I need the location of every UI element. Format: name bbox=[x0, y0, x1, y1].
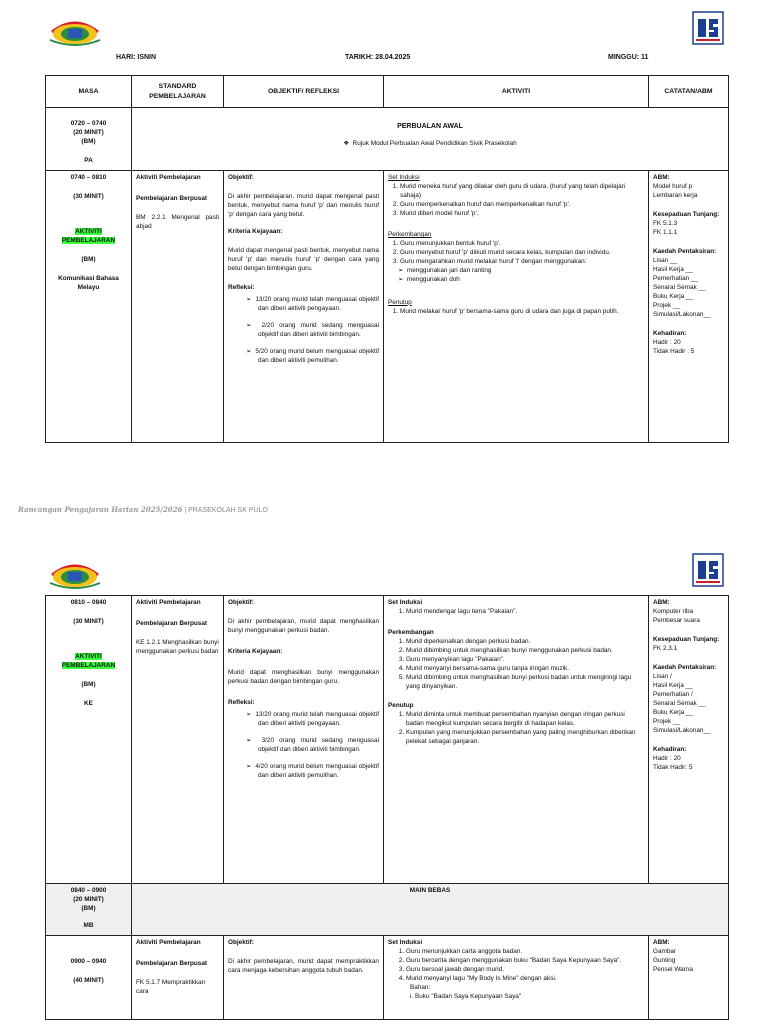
masa-cell bbox=[46, 171, 132, 443]
abm-item: Lembaran kerja bbox=[653, 191, 698, 199]
diamond-bullet-icon: ❖ bbox=[343, 139, 350, 147]
kehadiran-label: Kehadiran: bbox=[653, 745, 687, 753]
refleksi-text: 13/20 orang murid telah menguasai objektif dan diberi aktiviti pengayaan. bbox=[255, 710, 379, 727]
perbualan-awal-title: PERBUALAN AWAL bbox=[397, 123, 463, 130]
kriteria-label: Kriteria Kejayaan: bbox=[228, 227, 283, 235]
sp-title: Aktiviti Pembelajaran bbox=[136, 939, 201, 946]
sp-standard: FK 5.1.7 Mempraktikkan cara bbox=[136, 978, 206, 995]
abm-label: ABM: bbox=[653, 939, 670, 946]
sub-text: menggunakan doh bbox=[406, 275, 460, 283]
refleksi-text: 5/20 orang murid belum menguasai objektif dan diberi aktiviti pemulihan. bbox=[255, 347, 379, 364]
masa-language: (BM) bbox=[81, 255, 96, 263]
refleksi-item bbox=[228, 763, 379, 781]
refleksi-item bbox=[228, 322, 379, 340]
objektif-text: Di akhir pembelajaran, murid dapat menghasilkan bunyi menggunakan perkusi badan. bbox=[228, 617, 379, 634]
lesson-plan-table-page1 bbox=[45, 75, 729, 443]
refleksi-item bbox=[228, 737, 379, 755]
refleksi-text: 4/20 orang murid belum menguasai objektif dan diberi aktiviti pemulihan. bbox=[255, 762, 379, 779]
list-item: 3. Guru menyanyikan lagu "Pakaian". bbox=[406, 656, 644, 665]
masa-cell bbox=[46, 884, 132, 936]
refleksi-label: Refleksi: bbox=[228, 698, 255, 706]
masa-duration: (40 MINIT) bbox=[73, 976, 104, 984]
arrow-bullet-icon: ➢ bbox=[246, 762, 252, 770]
masa-time: 0840 – 0900 bbox=[70, 887, 107, 894]
arrow-bullet-icon: ➢ bbox=[398, 266, 404, 274]
kaedah-item: Hasil Kerja __ bbox=[653, 265, 693, 273]
table-row bbox=[46, 108, 729, 171]
kaedah-item: Lisan / bbox=[653, 672, 672, 680]
ministry-logo bbox=[692, 11, 724, 45]
masa-duration: (20 MINIT) bbox=[73, 128, 104, 136]
masa-code: PA bbox=[84, 156, 93, 164]
header-catatan: CATATAN/ABM bbox=[649, 76, 729, 108]
sub-item bbox=[388, 267, 644, 276]
kaedah-label: Kaedah Pentaksiran: bbox=[653, 663, 717, 671]
kaedah-item: Senarai Semak __ bbox=[653, 699, 706, 707]
perkembangan-list bbox=[388, 638, 644, 692]
masa-duration: (20 MINIT) bbox=[73, 895, 104, 903]
arrow-bullet-icon: ➢ bbox=[398, 275, 404, 283]
set-induksi-label: Set Induksi bbox=[388, 939, 423, 946]
kehadiran-item: Hadir : 20 bbox=[653, 338, 681, 346]
lesson-plan-table-page2 bbox=[45, 595, 729, 1020]
standard-cell bbox=[132, 171, 224, 443]
masa-code: KE bbox=[84, 699, 93, 707]
school-crest-logo bbox=[46, 10, 104, 48]
refleksi-text: 2/20 orang murid sedang menguasai objektif dan diberi aktiviti bimbingan. bbox=[258, 321, 379, 338]
masa-language: (BM) bbox=[81, 904, 96, 912]
arrow-bullet-icon: ➢ bbox=[246, 736, 252, 744]
page-footer bbox=[18, 505, 268, 514]
footer-title: Rancangan Pengajaran Harian 2025/2026 bbox=[18, 505, 183, 514]
kaedah-item: Buku Kerja __ bbox=[653, 708, 694, 716]
sp-standard: BM 2.2.1 Mengenal pasti abjad bbox=[136, 213, 219, 230]
table-row bbox=[46, 171, 729, 443]
kaedah-item: Simulasi/Lakonan__ bbox=[653, 726, 711, 734]
header-objektif: OBJEKTIF/ REFLEKSI bbox=[224, 76, 384, 108]
aktiviti-cell bbox=[384, 596, 649, 884]
kesepaduan-item: FK 1.1.1 bbox=[653, 228, 678, 236]
masa-duration: (30 MINIT) bbox=[73, 192, 104, 200]
arrow-bullet-icon: ➢ bbox=[246, 347, 252, 355]
objektif-label: Objektif: bbox=[228, 939, 254, 946]
hari-label: HARI: ISNIN bbox=[116, 54, 157, 61]
list-item: 5. Murid dibimbing untuk menghasilkan bunyi perkusi badan untuk mengiringi lagu yang dinyanyikan. bbox=[406, 674, 644, 692]
penutup-label: Penutup bbox=[388, 701, 414, 709]
bahan-item: i. Buku "Badan Saya Kepunyaan Saya" bbox=[410, 992, 522, 1000]
perbualan-awal-bullet bbox=[136, 140, 724, 149]
refleksi-text: 3/20 orang murid sedang menguasai objektif dan diberi aktiviti bimbingan. bbox=[258, 736, 379, 753]
kaedah-item: Projek __ bbox=[653, 301, 680, 309]
catatan-cell bbox=[649, 596, 729, 884]
objektif-text: Di akhir pembelajaran, murid dapat mengenal pasti bentuk, menyebut nama huruf 'p' dan menulis huruf 'p' dengan cara yang betul. bbox=[228, 192, 379, 218]
set-induksi-label: Set Induksi bbox=[388, 174, 420, 181]
objektif-text: Di akhir pembelajaran, murid dapat mempraktikkan cara menjaga kebersihan anggota tubuh badan. bbox=[228, 957, 379, 974]
aktiviti-cell bbox=[384, 936, 649, 1020]
abm-item: Gunting bbox=[653, 956, 676, 964]
abm-item: Komputer riba bbox=[653, 607, 694, 615]
footer-school: PRASEKOLAH SK PULO bbox=[188, 507, 268, 514]
list-item: 2. Guru menyebut huruf 'p' diikuti murid secara kelas, kumpulan dan individu. bbox=[400, 249, 644, 258]
minggu-label: MINGGU: 11 bbox=[608, 54, 649, 61]
masa-time: 0720 – 0740 bbox=[70, 120, 107, 127]
perkembangan-list bbox=[388, 240, 644, 267]
set-induksi-list bbox=[388, 183, 644, 219]
list-item: 1. Murid mendengar lagu tema "Pakaian". bbox=[406, 608, 644, 617]
list-item: 1. Murid melakar huruf 'p' bersama-sama guru di udara dan juga di papan putih. bbox=[400, 308, 644, 317]
sp-type: Pembelajaran Berpusat bbox=[136, 959, 208, 967]
penutup-list bbox=[388, 711, 644, 747]
kaedah-item: Pemerhatian / bbox=[653, 690, 693, 698]
list-item: 2. Guru bercerita dengan menggunakan buku "Badan Saya Kepunyaan Saya". bbox=[406, 957, 644, 966]
table-header-row bbox=[46, 76, 729, 108]
list-item: 2. Guru memperkenalkan huruf dan memperkenalkan huruf 'p'. bbox=[400, 201, 644, 210]
aktiviti-highlight: AKTIVITI PEMBELAJARAN bbox=[61, 652, 116, 669]
list-item: 1. Murid diperkenalkan dengan perkusi badan. bbox=[406, 638, 644, 647]
sub-item bbox=[388, 276, 644, 285]
kaedah-item: Lisan __ bbox=[653, 256, 678, 264]
sub-text: menggunakan jari dan ranting bbox=[406, 266, 492, 274]
masa-time: 0810 – 0840 bbox=[70, 599, 107, 606]
school-crest-logo bbox=[46, 553, 104, 591]
masa-cell bbox=[46, 936, 132, 1020]
arrow-bullet-icon: ➢ bbox=[246, 295, 252, 303]
refleksi-item bbox=[228, 348, 379, 366]
kriteria-text: Murid dapat mengenal pasti bentuk, menyebut nama huruf 'p' dan menulis huruf 'p' dengan cara yang betul dengan bimbingan guru. bbox=[228, 246, 379, 272]
masa-cell bbox=[46, 108, 132, 171]
bahan-label: Bahan: bbox=[410, 983, 431, 991]
kaedah-item: Simulasi/Lakonan__ bbox=[653, 310, 711, 318]
objektif-cell bbox=[224, 171, 384, 443]
penutup-label: Penutup bbox=[388, 298, 412, 306]
refleksi-text: 13/20 orang murid telah menguasai objektif dan diberi aktiviti pengayaan. bbox=[255, 295, 379, 312]
table-row bbox=[46, 936, 729, 1020]
kaedah-item: Senarai Semak __ bbox=[653, 283, 706, 291]
main-bebas-cell bbox=[132, 884, 729, 936]
sp-title: Aktiviti Pembelajaran bbox=[136, 599, 201, 606]
masa-language: (BM) bbox=[81, 137, 96, 145]
list-item: 3. Murid diberi model huruf 'p'. bbox=[400, 210, 644, 219]
abm-item: Pensel Warna bbox=[653, 965, 693, 973]
list-item: 4. Murid menyanyi lagu "My Body Is Mine" dengan aksi. bbox=[406, 975, 644, 984]
objektif-cell bbox=[224, 936, 384, 1020]
list-item: 1. Murid diminta untuk membuat persembahan nyanyian dengan iringan perkusi badan mengikut kumpulan secara bergilir di hadapan kelas. bbox=[406, 711, 644, 729]
kesepaduan-label: Kesepaduan Tunjang: bbox=[653, 210, 720, 218]
kaedah-item: Projek __ bbox=[653, 717, 680, 725]
kesepaduan-item: FK 5.1.3 bbox=[653, 219, 678, 227]
list-item: 1. Guru menunjukkan carta anggota badan. bbox=[406, 948, 644, 957]
perkembangan-label: Perkembangan bbox=[388, 230, 432, 238]
masa-code: MB bbox=[83, 921, 94, 929]
objektif-label: Objektif: bbox=[228, 174, 254, 181]
sp-standard: KE 1.2.1 Menghasilkan bunyi menggunakan perkusi badan bbox=[136, 638, 219, 655]
table-row bbox=[46, 884, 729, 936]
perkembangan-label: Perkembangan bbox=[388, 628, 434, 636]
header-standard: STANDARD PEMBELAJARAN bbox=[132, 76, 224, 108]
list-item: 2. Murid dibimbing untuk menghasilkan bunyi menggunakan perkusi badan. bbox=[406, 647, 644, 656]
objektif-label: Objektif: bbox=[228, 599, 254, 606]
header-aktiviti: AKTIVITI bbox=[384, 76, 649, 108]
header-masa: MASA bbox=[46, 76, 132, 108]
list-item: 3. Guru bersoal jawab dengan murid. bbox=[406, 966, 644, 975]
set-induksi-list bbox=[388, 608, 644, 617]
arrow-bullet-icon: ➢ bbox=[246, 710, 252, 718]
sp-type: Pembelajaran Berpusat bbox=[136, 194, 208, 202]
tarikh-label: TARIKH: 28.04.2025 bbox=[345, 54, 411, 61]
list-item: 4. Murid menyanyi bersama-sama guru tanpa iringan muzik. bbox=[406, 665, 644, 674]
refleksi-item bbox=[228, 296, 379, 314]
kaedah-item: Pemerhatian __ bbox=[653, 274, 699, 282]
abm-label: ABM: bbox=[653, 599, 670, 606]
set-induksi-list bbox=[388, 948, 644, 984]
list-item: 1. Guru menunjukkan bentuk huruf 'p'. bbox=[400, 240, 644, 249]
kaedah-label: Kaedah Pentaksiran: bbox=[653, 247, 717, 255]
masa-cell bbox=[46, 596, 132, 884]
kesepaduan-label: Kesepaduan Tunjang: bbox=[653, 635, 720, 643]
masa-time: 0900 – 0940 bbox=[70, 958, 107, 965]
aktiviti-cell bbox=[384, 171, 649, 443]
objektif-cell bbox=[224, 596, 384, 884]
abm-item: Model huruf p bbox=[653, 182, 693, 190]
standard-cell bbox=[132, 596, 224, 884]
arrow-bullet-icon: ➢ bbox=[246, 321, 252, 329]
main-bebas-title: MAIN BEBAS bbox=[409, 887, 451, 894]
aktiviti-highlight: AKTIVITI PEMBELAJARAN bbox=[61, 227, 116, 244]
refleksi-label: Refleksi: bbox=[228, 283, 255, 291]
kaedah-item: Hasil Kerja __ bbox=[653, 681, 693, 689]
kehadiran-item: Tidak Hadir: 5 bbox=[653, 763, 693, 771]
standard-cell bbox=[132, 936, 224, 1020]
ministry-logo bbox=[692, 553, 724, 587]
kaedah-item: Buku Kerja __ bbox=[653, 292, 694, 300]
kriteria-text: Murid dapat menghasilkan bunyi menggunakan perkusi badan dengan bimbingan guru. bbox=[228, 668, 379, 685]
sp-type: Pembelajaran Berpusat bbox=[136, 619, 208, 627]
perbualan-awal-cell bbox=[132, 108, 729, 171]
masa-subject: Komunikasi Bahasa Melayu bbox=[58, 274, 119, 291]
catatan-cell bbox=[649, 936, 729, 1020]
masa-duration: (30 MINIT) bbox=[73, 617, 104, 625]
table-row bbox=[46, 596, 729, 884]
sp-title: Aktiviti Pembelajaran bbox=[136, 174, 201, 181]
kehadiran-label: Kehadiran: bbox=[653, 329, 687, 337]
footer-separator: | bbox=[182, 507, 189, 514]
abm-item: Gambar bbox=[653, 947, 677, 955]
catatan-cell bbox=[649, 171, 729, 443]
kehadiran-item: Tidak Hadir : 5 bbox=[653, 347, 695, 355]
list-item: 3. Guru mengarahkan murid melakar huruf 'l' dengan menggunakan: bbox=[400, 258, 644, 267]
list-item: 2. Kumpulan yang menunjukkan persembahan yang paling menghiburkan diberikan pelekat sebagai ganjaran. bbox=[406, 729, 644, 747]
kehadiran-item: Hadir : 20 bbox=[653, 754, 681, 762]
masa-time: 0740 – 0810 bbox=[70, 174, 107, 181]
refleksi-item bbox=[228, 711, 379, 729]
kesepaduan-item: FK 2.3.1 bbox=[653, 644, 678, 652]
abm-label: ABM: bbox=[653, 174, 670, 181]
bullet-text: Rujuk Modul Perbualan Awal Pendidikan Sivik Prasekolah bbox=[352, 139, 517, 147]
list-item: 1. Murid meneka huruf yang dilakar oleh guru di udara. (huruf yang telah dipelajari sahaja) bbox=[400, 183, 644, 201]
set-induksi-label: Set Induksi bbox=[388, 599, 423, 606]
kriteria-label: Kriteria Kejayaan: bbox=[228, 647, 283, 655]
abm-item: Pembesar suara bbox=[653, 616, 700, 624]
masa-language: (BM) bbox=[81, 680, 96, 688]
penutup-list bbox=[388, 308, 644, 317]
